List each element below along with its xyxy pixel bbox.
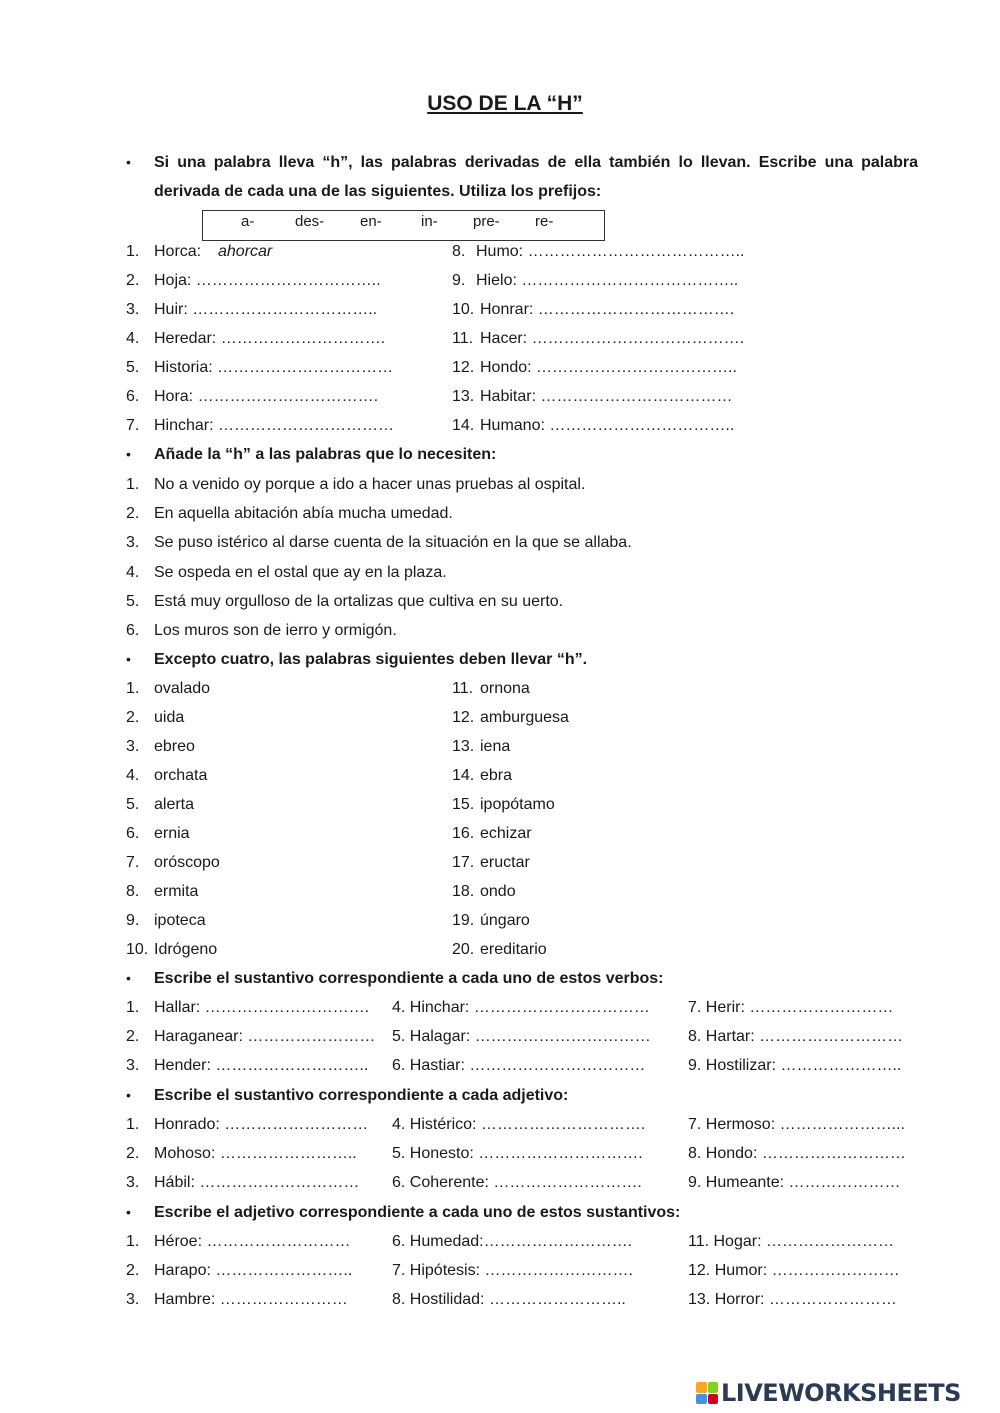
list-item	[126, 528, 826, 557]
item-text: 9. Humeante: …………………	[688, 1174, 901, 1191]
bullet: •	[126, 651, 131, 667]
table-row	[126, 1168, 926, 1197]
list-item	[126, 382, 446, 411]
item-number: 1.	[126, 999, 140, 1016]
item-number: 16.	[452, 825, 475, 842]
list-item	[126, 848, 446, 877]
item-text: Hallar: ………………………….	[154, 999, 370, 1016]
item-text: Idrógeno	[154, 941, 218, 958]
item-text: ornona	[480, 680, 530, 697]
item-number: 6.	[126, 825, 140, 842]
section4-instruction: Escribe el sustantivo correspondiente a cada uno de estos verbos:	[154, 970, 664, 987]
item-text: 5. Halagar: ……………………………	[392, 1028, 651, 1045]
item-text: 7. Hermoso: …………………...	[688, 1116, 905, 1133]
list-item	[126, 761, 446, 790]
bullet: •	[126, 154, 131, 170]
item-text: 8. Hondo: ………………………	[688, 1145, 906, 1162]
table-row	[126, 1110, 926, 1139]
item-text: Honrado: ………………………	[154, 1116, 369, 1133]
prefix-in: in-	[421, 213, 438, 230]
item-text: 7. Hipótesis: ……………………….	[392, 1262, 633, 1279]
item-number: 14.	[452, 417, 475, 434]
item-text: echizar	[480, 825, 532, 842]
item-number: 20.	[452, 941, 475, 958]
item-number: 4.	[126, 767, 140, 784]
list-item	[126, 558, 826, 587]
list-item	[452, 761, 772, 790]
list-item	[126, 587, 826, 616]
prefix-en: en-	[360, 213, 382, 230]
item-number: 19.	[452, 912, 475, 929]
item-text: Hambre: ……………………	[154, 1291, 348, 1308]
item-number: 12.	[452, 709, 475, 726]
prefix-des: des-	[295, 213, 325, 230]
item-number: 8.	[452, 243, 466, 260]
item-number: 9.	[126, 912, 140, 929]
item-text: 6. Humedad:……………………….	[392, 1233, 633, 1250]
list-item	[126, 935, 446, 964]
list-item	[126, 616, 826, 645]
bullet: •	[126, 1087, 131, 1103]
item-text: ebreo	[154, 738, 195, 755]
item-text: úngaro	[480, 912, 530, 929]
list-item	[126, 674, 446, 703]
list-item	[452, 266, 772, 295]
section5-instruction: Escribe el sustantivo correspondiente a cada adjetivo:	[154, 1087, 569, 1104]
item-number: 1.	[126, 243, 140, 260]
table-row	[126, 993, 926, 1022]
item-text: Harapo: ……………………..	[154, 1262, 353, 1279]
list-item	[452, 324, 772, 353]
list-item	[452, 411, 772, 440]
item-number: 1.	[126, 476, 140, 493]
list-item	[126, 703, 446, 732]
item-text: Hondo: ………………………………..	[480, 359, 737, 376]
item-text: eructar	[480, 854, 530, 871]
item-number: 2.	[126, 272, 140, 289]
item-text: Hinchar: ……………………………	[154, 417, 395, 434]
item-number: 11.	[452, 680, 474, 697]
item-text: Héroe: ………………………	[154, 1233, 351, 1250]
item-text: Hacer: ………………………………….	[480, 330, 745, 347]
list-item	[126, 324, 446, 353]
item-text: 9. Hostilizar: …………………..	[688, 1057, 902, 1074]
item-text: En aquella abitación abía mucha umedad.	[154, 505, 453, 523]
item-number: 7.	[126, 417, 140, 434]
item-number: 4.	[126, 330, 140, 347]
item-text: Hábil: …………………………	[154, 1174, 360, 1191]
item-number: 9.	[452, 272, 466, 289]
list-item	[452, 382, 772, 411]
item-text: orchata	[154, 767, 208, 784]
item-text: Historia: ……………………………	[154, 359, 394, 376]
item-text: ovalado	[154, 680, 211, 697]
list-item	[126, 790, 446, 819]
item-text: Los muros son de ierro y ormigón.	[154, 622, 397, 639]
item-text: ipoteca	[154, 912, 206, 929]
item-text: Habitar: ………………………………	[480, 388, 733, 405]
item-number: 17.	[452, 854, 475, 871]
item-number: 13.	[452, 388, 475, 405]
item-text: uida	[154, 709, 185, 726]
item-text: ebra	[480, 767, 513, 784]
list-item	[452, 237, 772, 266]
item-number: 2.	[126, 1262, 140, 1279]
logo-square	[696, 1394, 707, 1405]
item-text: Está muy orgulloso de la ortalizas que cultiva en su uerto.	[154, 592, 564, 610]
table-row	[126, 1256, 926, 1285]
list-item	[126, 237, 446, 266]
item-text: 8. Hostilidad: ……………………..	[392, 1291, 626, 1308]
item-text: ermita	[154, 883, 199, 900]
item-text: 8. Hartar: ………………………	[688, 1028, 904, 1045]
table-row	[126, 1051, 926, 1080]
table-row	[126, 1227, 926, 1256]
item-text: iena	[480, 738, 511, 755]
item-number: 3.	[126, 1174, 140, 1191]
item-number: 1.	[126, 680, 140, 697]
item-number: 2.	[126, 709, 140, 726]
list-item	[452, 295, 772, 324]
list-item	[452, 732, 772, 761]
list-item	[126, 906, 446, 935]
prefix-pre: pre-	[473, 213, 500, 230]
example-answer: ahorcar	[218, 243, 273, 260]
list-item	[452, 848, 772, 877]
item-text: Hielo: …………………………………..	[476, 272, 739, 289]
logo-square	[708, 1394, 719, 1405]
list-item	[452, 819, 772, 848]
section2-instruction: Añade la “h” a las palabras que lo necesiten:	[154, 446, 497, 463]
item-text: Hora: …………………………….	[154, 388, 379, 405]
item-text: Mohoso: ……………………..	[154, 1145, 357, 1162]
item-number: 2.	[126, 505, 140, 523]
list-item	[126, 353, 446, 382]
bullet: •	[126, 1204, 131, 1220]
item-number: 10.	[126, 941, 149, 958]
item-number: 3.	[126, 738, 140, 755]
item-text: ipopótamo	[480, 796, 555, 813]
list-item	[452, 790, 772, 819]
table-row	[126, 1139, 926, 1168]
item-text: Huir: ……………………………..	[154, 301, 378, 318]
item-number: 5.	[126, 359, 140, 376]
list-item	[126, 470, 826, 499]
item-number: 6.	[126, 388, 140, 405]
logo-text: LIVEWORKSHEETS	[721, 1379, 961, 1407]
item-number: 1.	[126, 1233, 140, 1250]
item-text: amburguesa	[480, 709, 569, 726]
item-text: Hender: ………………………..	[154, 1057, 369, 1074]
item-text: 6. Hastiar: ……………………………	[392, 1057, 646, 1074]
item-text: ernia	[154, 825, 190, 842]
list-item	[126, 877, 446, 906]
logo-mark-icon	[696, 1382, 718, 1404]
item-number: 15.	[452, 796, 475, 813]
item-number: 3.	[126, 1057, 140, 1074]
list-item	[452, 935, 772, 964]
item-text: 7. Herir: ………………………	[688, 999, 894, 1016]
item-text: Horca:	[154, 243, 202, 260]
section1-instruction: Si una palabra lleva “h”, las palabras derivadas de ella también lo llevan. Escribe una palabra derivada de cada una de las siguientes. Utiliza los prefijos:	[154, 154, 918, 200]
item-text: alerta	[154, 796, 195, 813]
list-item	[452, 703, 772, 732]
prefix-a: a-	[241, 213, 255, 230]
bullet: •	[126, 970, 131, 986]
item-text: Se puso istérico al darse cuenta de la situación en la que se allaba.	[154, 534, 632, 552]
item-number: 2.	[126, 1028, 140, 1045]
item-text: Hoja: ……………………………..	[154, 272, 381, 289]
item-text: Honrar: ……………………………….	[480, 301, 735, 318]
item-number: 1.	[126, 1116, 140, 1133]
item-text: 13. Horror: ……………………	[688, 1291, 897, 1308]
logo-square	[696, 1382, 707, 1393]
list-item	[126, 732, 446, 761]
list-item	[126, 819, 446, 848]
item-text: Se ospeda en el ostal que ay en la plaza.	[154, 563, 447, 581]
item-text: Heredar: ………………………….	[154, 330, 386, 347]
item-text: ereditario	[480, 941, 547, 958]
item-text: 12. Humor: ……………………	[688, 1262, 900, 1279]
item-number: 8.	[126, 883, 140, 900]
item-number: 6.	[126, 622, 140, 639]
list-item	[452, 906, 772, 935]
item-text: 5. Honesto: ………………………….	[392, 1145, 643, 1162]
list-item	[452, 674, 772, 703]
table-row	[126, 1285, 926, 1314]
item-text: ondo	[480, 883, 516, 900]
list-item	[126, 499, 826, 528]
item-number: 7.	[126, 854, 140, 871]
item-number: 14.	[452, 767, 475, 784]
prefix-re: re-	[535, 213, 554, 230]
item-number: 12.	[452, 359, 475, 376]
page-title: USO DE LA “H”	[427, 92, 583, 115]
item-number: 3.	[126, 301, 140, 318]
item-number: 4.	[126, 563, 140, 581]
item-text: oróscopo	[154, 854, 220, 871]
list-item	[452, 353, 772, 382]
item-number: 2.	[126, 1145, 140, 1162]
item-text: Haraganear: ……………………	[154, 1028, 376, 1045]
bullet: •	[126, 446, 131, 462]
item-text: 11. Hogar: ……………………	[688, 1233, 894, 1250]
item-number: 5.	[126, 592, 140, 610]
item-text: Humo: …………………………………..	[476, 243, 745, 260]
item-text: 4. Histérico: ………………………….	[392, 1116, 646, 1133]
table-row	[126, 1022, 926, 1051]
item-text: 4. Hinchar: ……………………………	[392, 999, 650, 1016]
item-text: Humano: ……………………………..	[480, 417, 735, 434]
section3-instruction: Excepto cuatro, las palabras siguientes deben llevar “h”.	[154, 651, 588, 668]
item-number: 10.	[452, 301, 475, 318]
item-number: 11.	[452, 330, 474, 347]
list-item	[126, 266, 446, 295]
logo-square	[708, 1382, 719, 1393]
list-item	[452, 877, 772, 906]
item-number: 3.	[126, 1291, 140, 1308]
list-item	[126, 295, 446, 324]
item-number: 13.	[452, 738, 475, 755]
liveworksheets-logo	[696, 1378, 961, 1408]
item-number: 3.	[126, 534, 140, 552]
list-item	[126, 411, 446, 440]
item-text: 6. Coherente: ……………………….	[392, 1174, 642, 1191]
section6-instruction: Escribe el adjetivo correspondiente a cada uno de estos sustantivos:	[154, 1204, 681, 1221]
item-text: No a venido oy porque a ido a hacer unas pruebas al ospital.	[154, 476, 586, 493]
item-number: 5.	[126, 796, 140, 813]
item-number: 18.	[452, 883, 475, 900]
